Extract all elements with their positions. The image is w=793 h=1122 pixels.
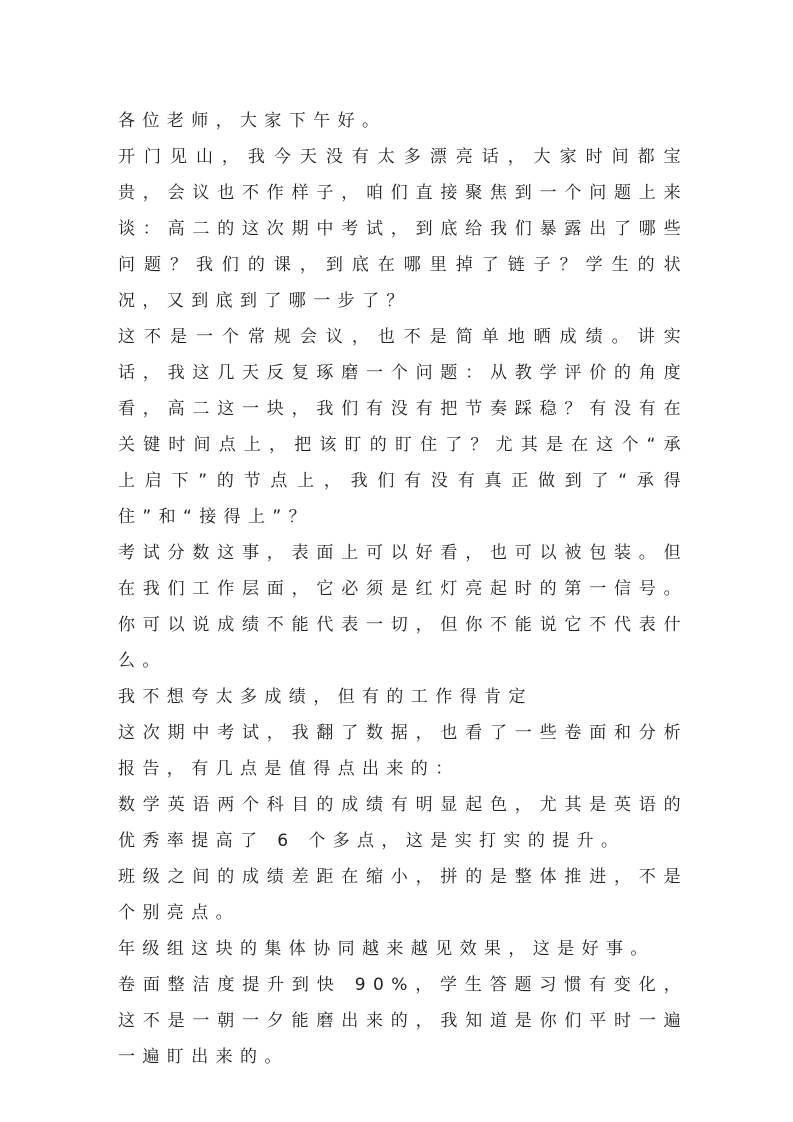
purpose-paragraph: 这不是一个常规会议，也不是简单地晒成绩。讲实话，我这几天反复琢磨一个问题：从教学评价的角度看，高二这一块，我们有没有把节奏踩稳？有没有在关键时间点上，把该盯的盯住了？尤其是在这个“承上启下”的节点上，我们有没有真正做到了“承得住”和“接得上”？ xyxy=(118,327,688,527)
point-grade-team: 年级组这块的集体协同越来越见效果，这是好事。 xyxy=(118,939,655,959)
point-math-english: 数学英语两个科目的成绩有明显起色，尤其是英语的优秀率提高了 6 个多点，这是实打实的提升。 xyxy=(118,795,688,851)
point-class-gap: 班级之间的成绩差距在缩小，拼的是整体推进，不是个别亮点。 xyxy=(118,867,688,923)
data-review-paragraph: 这次期中考试，我翻了数据，也看了一些卷面和分析报告，有几点是值得点出来的： xyxy=(118,723,688,779)
document-page xyxy=(118,103,688,1075)
section-heading: 我不想夸太多成绩，但有的工作得肯定 xyxy=(118,687,533,707)
point-neatness: 卷面整洁度提升到快 90%，学生答题习惯有变化，这不是一朝一夕能磨出来的，我知道是你们平时一遍一遍盯出来的。 xyxy=(118,975,688,1067)
opening-paragraph: 开门见山，我今天没有太多漂亮话，大家时间都宝贵，会议也不作样子，咱们直接聚焦到一个问题上来谈：高二的这次期中考试，到底给我们暴露出了哪些问题？我们的课，到底在哪里掉了链子？学生的状况，又到底到了哪一步了？ xyxy=(118,147,688,311)
exam-score-paragraph: 考试分数这事，表面上可以好看，也可以被包装。但在我们工作层面，它必须是红灯亮起时的第一信号。你可以说成绩不能代表一切，但你不能说它不代表什么。 xyxy=(118,543,688,671)
greeting-paragraph: 各位老师，大家下午好。 xyxy=(118,111,387,131)
